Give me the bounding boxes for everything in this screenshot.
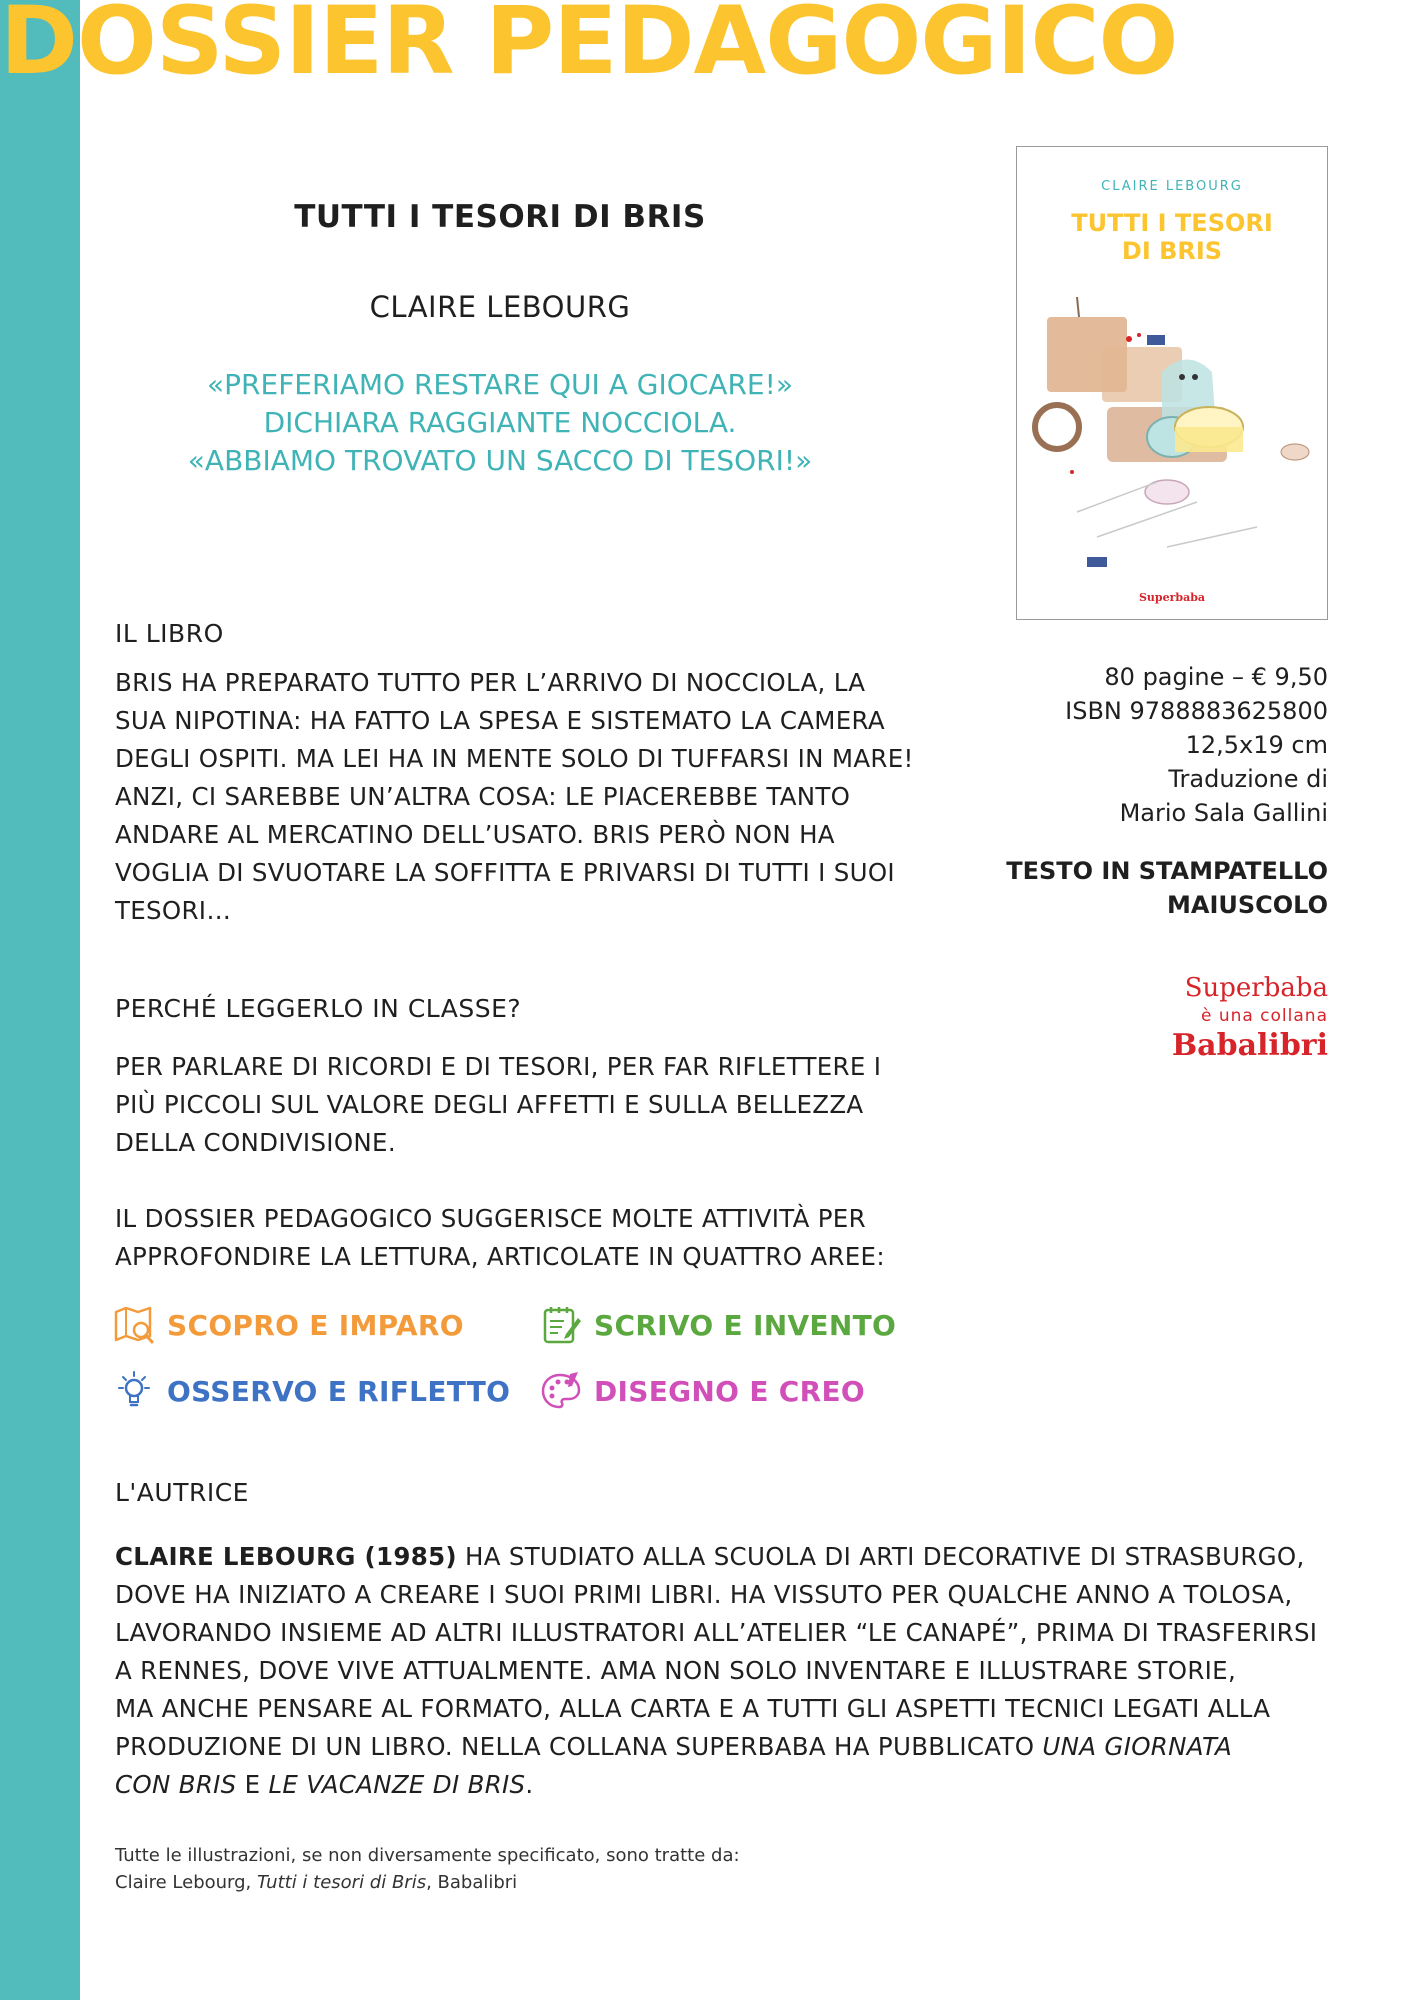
book-cover — [1016, 146, 1328, 620]
author-lead: CLAIRE LEBOURG (1985) — [115, 1542, 457, 1571]
text-line: SUA NIPOTINA: HA FATTO LA SPESA E SISTEMATO LA CAMERA — [115, 706, 885, 735]
area-label: DISEGNO E CREO — [594, 1374, 866, 1408]
series-logo — [1172, 972, 1328, 1064]
text-fragment: . — [525, 1770, 534, 1799]
side-stripe — [0, 0, 80, 2000]
quote-line: «PREFERIAMO RESTARE QUI A GIOCARE!» — [207, 368, 793, 401]
print-note-line: MAIUSCOLO — [1166, 891, 1328, 919]
book-ref: Tutti i tesori di Bris — [257, 1872, 427, 1893]
text-line — [115, 1728, 1317, 1766]
text-line: ANZI, CI SAREBBE UN’ALTRA COSA: LE PIACEREBBE TANTO — [115, 782, 851, 811]
text-line: APPROFONDIRE LA LETTURA, ARTICOLATE IN QUATTRO AREE: — [115, 1242, 885, 1271]
lightbulb-icon — [113, 1370, 155, 1412]
text-line: DOVE HA INIZIATO A CREARE I SUOI PRIMI LIBRI. HA VISSUTO PER QUALCHE ANNO A TOLOSA, — [115, 1580, 1293, 1609]
detail-translator: Mario Sala Gallini — [1119, 799, 1328, 827]
text-line: MA ANCHE PENSARE AL FORMATO, ALLA CARTA E A TUTTI GLI ASPETTI TECNICI LEGATI ALLA — [115, 1694, 1271, 1723]
area-label: SCOPRO E IMPARO — [167, 1308, 464, 1342]
area-scrivo — [540, 1304, 896, 1346]
text-fragment: PRODUZIONE DI UN LIBRO. NELLA COLLANA SUPERBABA HA PUBBLICATO — [115, 1732, 1043, 1761]
libro-text — [115, 664, 914, 930]
text-line: TESORI… — [115, 896, 232, 925]
quote-line: DICHIARA RAGGIANTE NOCCIOLA. — [263, 406, 737, 439]
book-quote — [120, 366, 880, 480]
text-line: PER PARLARE DI RICORDI E DI TESORI, PER FAR RIFLETTERE I — [115, 1052, 882, 1081]
autrice-text — [115, 1538, 1317, 1804]
text-line: IL DOSSIER PEDAGOGICO SUGGERISCE MOLTE ATTIVITÀ PER — [115, 1204, 866, 1233]
text-fragment: E — [236, 1770, 269, 1799]
quote-line: «ABBIAMO TROVATO UN SACCO DI TESORI!» — [187, 444, 813, 477]
text-line: ANDARE AL MERCATINO DELL’USATO. BRIS PERÒ NON HA — [115, 820, 835, 849]
footer-line — [115, 1869, 740, 1896]
cover-title-line: TUTTI I TESORI — [1071, 209, 1273, 237]
perche-heading: PERCHÉ LEGGERLO IN CLASSE? — [115, 994, 522, 1023]
map-search-icon — [113, 1304, 155, 1346]
libro-heading: IL LIBRO — [115, 619, 224, 648]
cover-title-line: DI BRIS — [1121, 237, 1223, 265]
print-note — [1006, 854, 1328, 922]
detail-pages-price: 80 pagine – € 9,50 — [1104, 663, 1328, 691]
text-fragment: HA STUDIATO ALLA SCUOLA DI ARTI DECORATIVE DI STRASBURGO, — [456, 1542, 1305, 1571]
text-line — [115, 1766, 1317, 1804]
text-line — [115, 1538, 1317, 1576]
detail-size: 12,5x19 cm — [1185, 731, 1328, 759]
book-details — [968, 660, 1328, 830]
detail-isbn: ISBN 9788883625800 — [1065, 697, 1328, 725]
area-osservo — [113, 1370, 510, 1412]
text-line: LAVORANDO INSIEME AD ALTRI ILLUSTRATORI ALL’ATELIER “LE CANAPÉ”, PRIMA DI TRASFERIRSI — [115, 1618, 1318, 1647]
publisher-brand: Babalibri — [1171, 1028, 1328, 1063]
cover-author: CLAIRE LEBOURG — [1101, 179, 1243, 194]
notepad-icon — [540, 1304, 582, 1346]
autrice-heading: L'AUTRICE — [115, 1478, 249, 1507]
series-subtitle: è una collana — [1200, 1006, 1328, 1026]
book-title: TUTTI I TESORI DI BRIS — [294, 199, 706, 235]
text-line: BRIS HA PREPARATO TUTTO PER L’ARRIVO DI NOCCIOLA, LA — [115, 668, 866, 697]
perche-text — [115, 1048, 881, 1162]
text-line: DELLA CONDIVISIONE. — [115, 1128, 396, 1157]
text-line: A RENNES, DOVE VIVE ATTUALMENTE. AMA NON SOLO INVENTARE E ILLUSTRARE STORIE, — [115, 1656, 1237, 1685]
detail-translation-label: Traduzione di — [1168, 765, 1328, 793]
cover-title — [1017, 209, 1327, 265]
area-disegno — [540, 1370, 865, 1412]
area-label: OSSERVO E RIFLETTO — [167, 1374, 511, 1408]
dossier-title: DOSSIER PEDAGOGICO — [0, 0, 1178, 96]
text-fragment: , Babalibri — [426, 1872, 518, 1893]
book-ref: UNA GIORNATA — [1042, 1732, 1233, 1761]
book-ref: LE VACANZE DI BRIS — [268, 1770, 526, 1799]
credits-footer — [115, 1842, 740, 1896]
footer-line: Tutte le illustrazioni, se non diversamente specificato, sono tratte da: — [115, 1845, 740, 1866]
book-ref: CON BRIS — [115, 1770, 237, 1799]
cover-publisher: Superbaba — [1138, 591, 1206, 604]
text-fragment: Claire Lebourg, — [115, 1872, 257, 1893]
dossier-text — [115, 1200, 885, 1276]
text-line: VOGLIA DI SVUOTARE LA SOFFITTA E PRIVARSI DI TUTTI I SUOI — [115, 858, 895, 887]
print-note-line: TESTO IN STAMPATELLO — [1006, 857, 1328, 885]
cover-illustration — [1017, 277, 1327, 577]
palette-icon — [540, 1370, 582, 1412]
series-name: Superbaba — [1184, 973, 1328, 1003]
text-line: PIÙ PICCOLI SUL VALORE DEGLI AFFETTI E SULLA BELLEZZA — [115, 1090, 864, 1119]
area-label: SCRIVO E INVENTO — [594, 1308, 897, 1342]
area-scopro — [113, 1304, 464, 1346]
book-author: CLAIRE LEBOURG — [369, 290, 631, 324]
text-line: DEGLI OSPITI. MA LEI HA IN MENTE SOLO DI TUFFARSI IN MARE! — [115, 744, 914, 773]
